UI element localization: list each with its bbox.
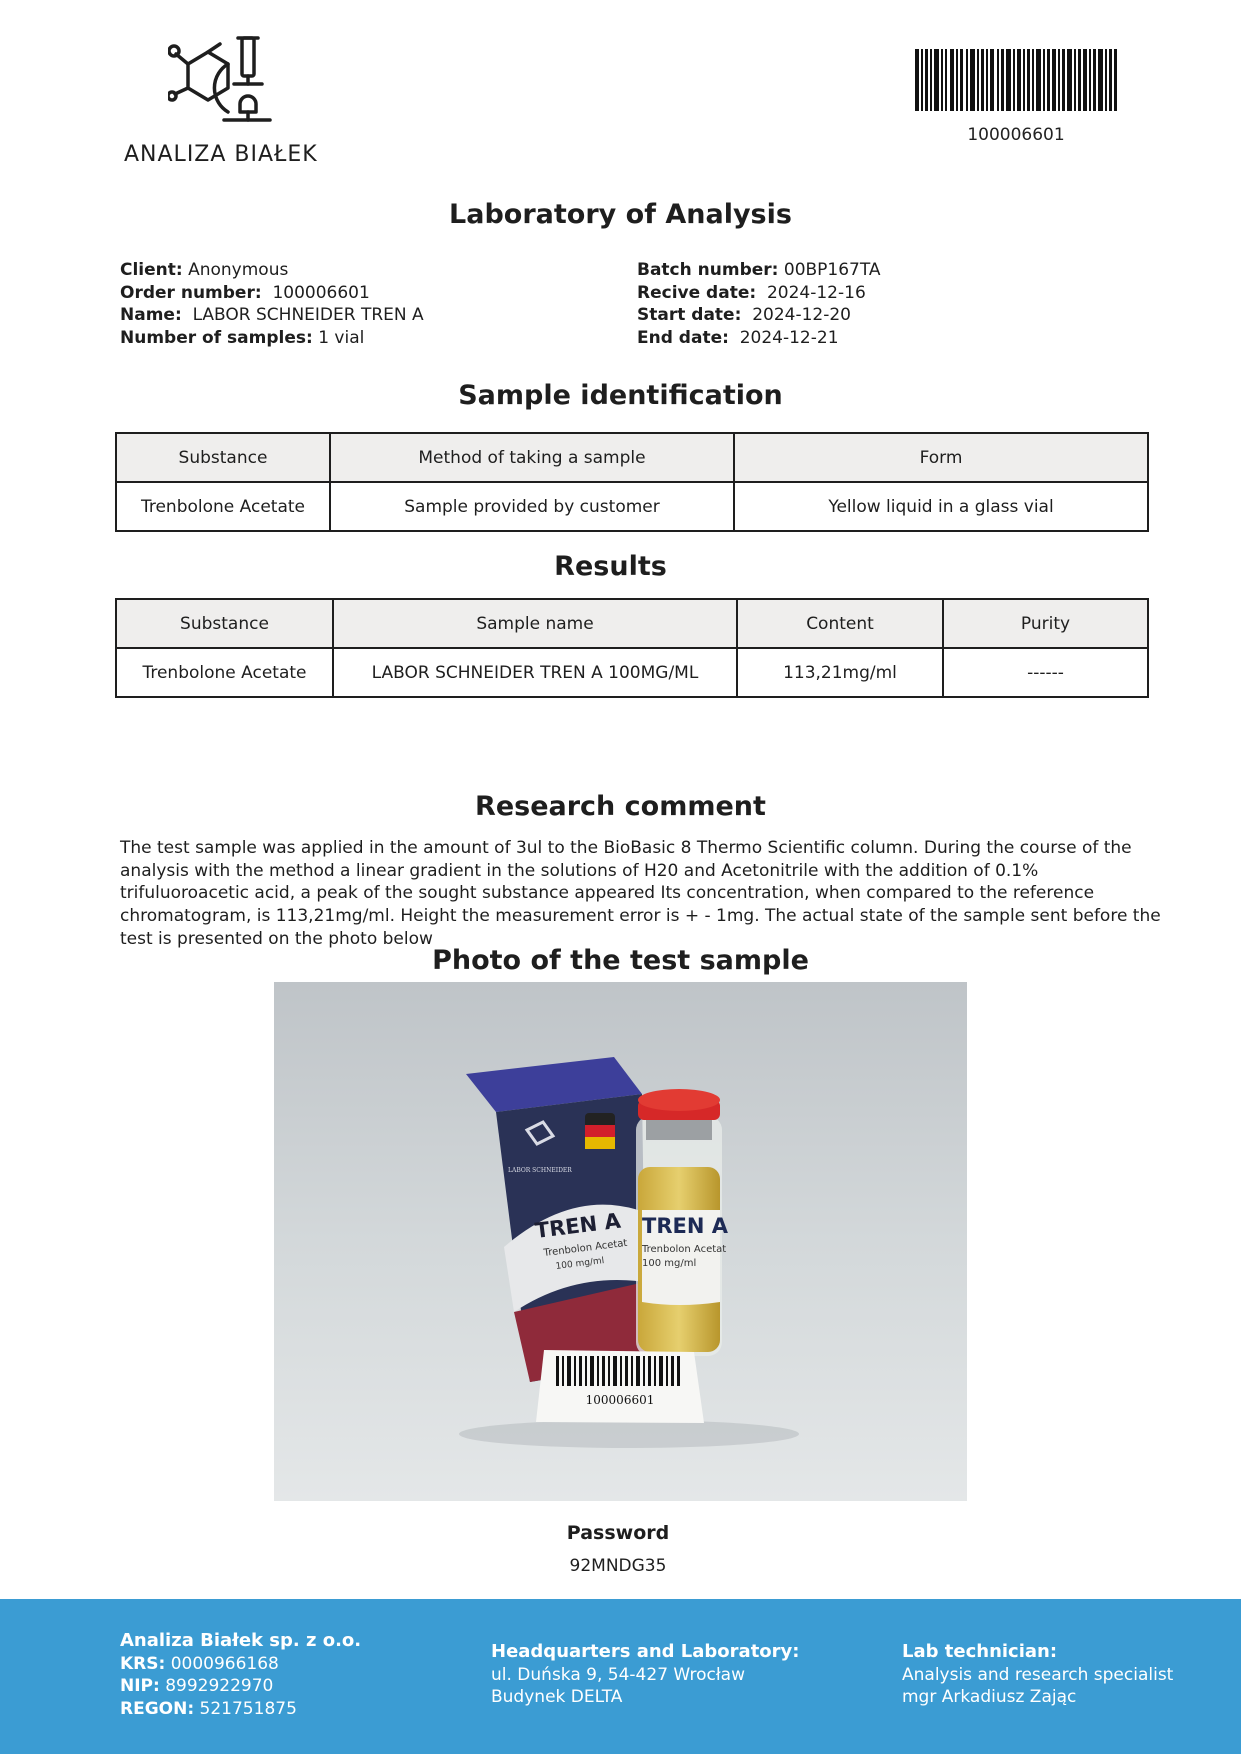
info-row-order-number: Order number: 100006601: [120, 282, 370, 303]
table-cell: ------: [943, 648, 1148, 697]
table-cell: Trenbolone Acetate: [116, 648, 333, 697]
info-row-end-date: End date: 2024-12-21: [637, 328, 839, 349]
table-header-cell: Substance: [116, 433, 330, 482]
table-row: [116, 648, 1148, 697]
photo-barcode-label: [536, 1350, 704, 1423]
password-value: 92MNDG35: [569, 1556, 667, 1576]
results-heading: Results: [554, 551, 667, 582]
footer-nip: NIP: 8992922970: [120, 1676, 274, 1696]
table-cell: Sample provided by customer: [330, 482, 734, 531]
footer-regon: REGON: 521751875: [120, 1698, 297, 1719]
table-header-row: [116, 433, 1148, 482]
barcode-icon: [915, 49, 1117, 111]
footer-company: [120, 1630, 361, 1720]
box-product: TREN A: [533, 1208, 622, 1243]
info-left: [120, 259, 424, 350]
photo-barcode-number: 100006601: [585, 1393, 655, 1407]
vial-dose: 100 mg/ml: [642, 1258, 697, 1269]
footer-hq-address: ul. Duńska 9, 54-427 Wrocław: [491, 1664, 745, 1685]
info-row-recive-date: Recive date: 2024-12-16: [637, 282, 866, 303]
table-cell: Yellow liquid in a glass vial: [734, 482, 1148, 531]
table-header-cell: Content: [737, 599, 943, 648]
table-header-cell: Method of taking a sample: [330, 433, 734, 482]
sample-identification-table: [115, 432, 1149, 532]
info-row-number-of-samples: Number of samples: 1 vial: [120, 328, 365, 349]
footer-tech-role: Analysis and research specialist: [902, 1664, 1174, 1685]
footer-hq-title: Headquarters and Laboratory:: [491, 1641, 800, 1662]
company-logo: [120, 34, 330, 169]
box-subtitle: Trenbolon Acetat: [543, 1237, 628, 1259]
research-comment-text: The test sample was applied in the amount of 3ul to the BioBasic 8 Thermo Scientific column. During the course of the analysis with the method a linear gradient in the solutions of H20 and Acetonitrile with the addition of 0.1% trifuluoroacetic acid, a peak of the sought substance appeared Its concentration, when compared to the reference chromatogram, is 113,21mg/ml. Height the measurement error is + - 1mg. The actual state of the sample sent before the test is presented on the photo below: [120, 838, 1161, 949]
footer-hq-building: Budynek DELTA: [491, 1687, 623, 1707]
photo-heading: Photo of the test sample: [432, 945, 809, 976]
footer-headquarters: [491, 1641, 799, 1709]
molecule-microscope-icon: [168, 34, 278, 134]
footer: [0, 1599, 1241, 1754]
vial-subtitle: Trenbolon Acetat: [642, 1244, 727, 1255]
research-comment-heading: Research comment: [475, 791, 766, 822]
table-cell: LABOR SCHNEIDER TREN A 100MG/ML: [333, 648, 737, 697]
footer-lab-technician: [902, 1641, 1173, 1709]
footer-krs: KRS: 0000966168: [120, 1653, 279, 1674]
box-dose: 100 mg/ml: [555, 1256, 605, 1272]
info-row-batch-number: Batch number: 00BP167TA: [637, 260, 881, 280]
table-header-cell: Substance: [116, 599, 333, 648]
table-header-cell: Sample name: [333, 599, 737, 648]
info-row-client: Client: Anonymous: [120, 260, 289, 280]
product-vial: [636, 1089, 729, 1356]
table-cell: Trenbolone Acetate: [116, 482, 330, 531]
barcode-number: 100006601: [967, 125, 1065, 145]
info-row-name: Name: LABOR SCHNEIDER TREN A: [120, 305, 424, 326]
info-right: [637, 259, 881, 350]
table-header-cell: Form: [734, 433, 1148, 482]
box-brand: LABOR SCHNEIDER: [508, 1167, 572, 1174]
vial-product: TREN A: [642, 1214, 728, 1238]
sample-photo: [274, 982, 967, 1501]
logo-text: ANALIZA BIAŁEK: [124, 142, 318, 167]
table-cell: 113,21mg/ml: [737, 648, 943, 697]
table-header-row: [116, 599, 1148, 648]
footer-company-name: Analiza Białek sp. z o.o.: [120, 1630, 362, 1651]
password-label: Password: [566, 1522, 670, 1544]
info-row-start-date: Start date: 2024-12-20: [637, 305, 851, 326]
page-title: Laboratory of Analysis: [449, 199, 792, 230]
table-row: [116, 482, 1148, 531]
footer-tech-title: Lab technician:: [902, 1641, 1058, 1662]
footer-tech-name: mgr Arkadiusz Zając: [902, 1687, 1077, 1707]
results-table: [115, 598, 1149, 698]
sample-identification-heading: Sample identification: [458, 380, 783, 411]
table-header-cell: Purity: [943, 599, 1148, 648]
